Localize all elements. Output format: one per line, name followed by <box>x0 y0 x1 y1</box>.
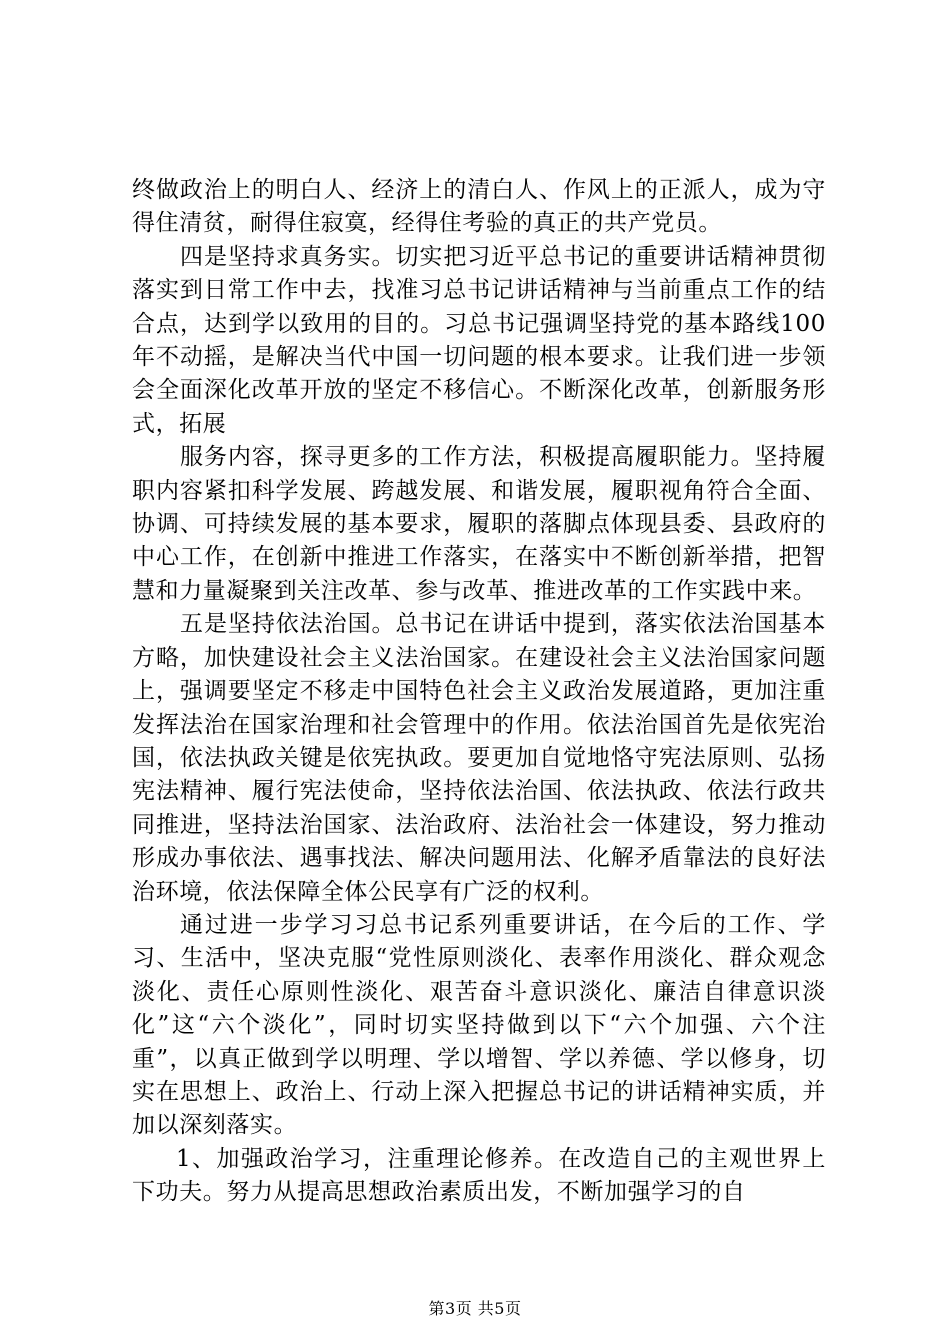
paragraph-continuation: 终做政治上的明白人、经济上的清白人、作风上的正派人，成为守得住清贫，耐得住寂寞，经得住考验的真正的共产党员。 <box>132 177 826 237</box>
paragraph-point-four: 四是坚持求真务实。切实把习近平总书记的重要讲话精神贯彻落实到日常工作中去，找准习总书记讲话精神与当前重点工作的结合点，达到学以致用的目的。习总书记强调坚持党的基本路线100年不动摇，是解决当代中国一切问题的根本要求。让我们进一步领会全面深化改革开放的坚定不移信心。不断深化改革，创新服务形式，拓展 <box>132 243 826 437</box>
document-body <box>132 174 826 1210</box>
paragraph-service-content: 服务内容，探寻更多的工作方法，积极提高履职能力。坚持履职内容紧扣科学发展、跨越发展、和谐发展，履职视角符合全面、协调、可持续发展的基本要求，履职的落脚点体现县委、县政府的中心工作，在创新中推进工作落实，在落实中不断创新举措，把智慧和力量凝聚到关注改革、参与改革、推进改革的工作实践中来。 <box>132 444 826 604</box>
page-footer: 第3页 共5页 <box>428 1299 522 1318</box>
paragraph-study-summary: 通过进一步学习习总书记系列重要讲话，在今后的工作、学习、生活中，坚决克服“党性原则淡化、表率作用淡化、群众观念淡化、责任心原则性淡化、艰苦奋斗意识淡化、廉洁自律意识淡化”这“六个淡化”，同时切实坚持做到以下“六个加强、六个注重”，以真正做到学以明理、学以增智、学以养德、学以修身，切实在思想上、政治上、行动上深入把握总书记的讲话精神实质，并加以深刻落实。 <box>132 911 826 1139</box>
paragraph-point-five: 五是坚持依法治国。总书记在讲话中提到，落实依法治国基本方略，加快建设社会主义法治国家。在建设社会主义法治国家问题上，强调要坚定不移走中国特色社会主义政治发展道路，更加注重发挥法治在国家治理和社会管理中的作用。依法治国首先是依宪治国，依法执政关键是依宪执政。要更加自觉地恪守宪法原则、弘扬宪法精神、履行宪法使命，坚持依法治国、依法执政、依法行政共同推进，坚持法治国家、法治政府、法治社会一体建设，努力推动形成办事依法、遇事找法、解决问题用法、化解矛盾靠法的良好法治环境，依法保障全体公民享有广泛的权利。 <box>132 611 826 905</box>
paragraph-item-one: 1、加强政治学习，注重理论修养。在改造自己的主观世界上下功夫。努力从提高思想政治素质出发，不断加强学习的自 <box>132 1145 826 1206</box>
